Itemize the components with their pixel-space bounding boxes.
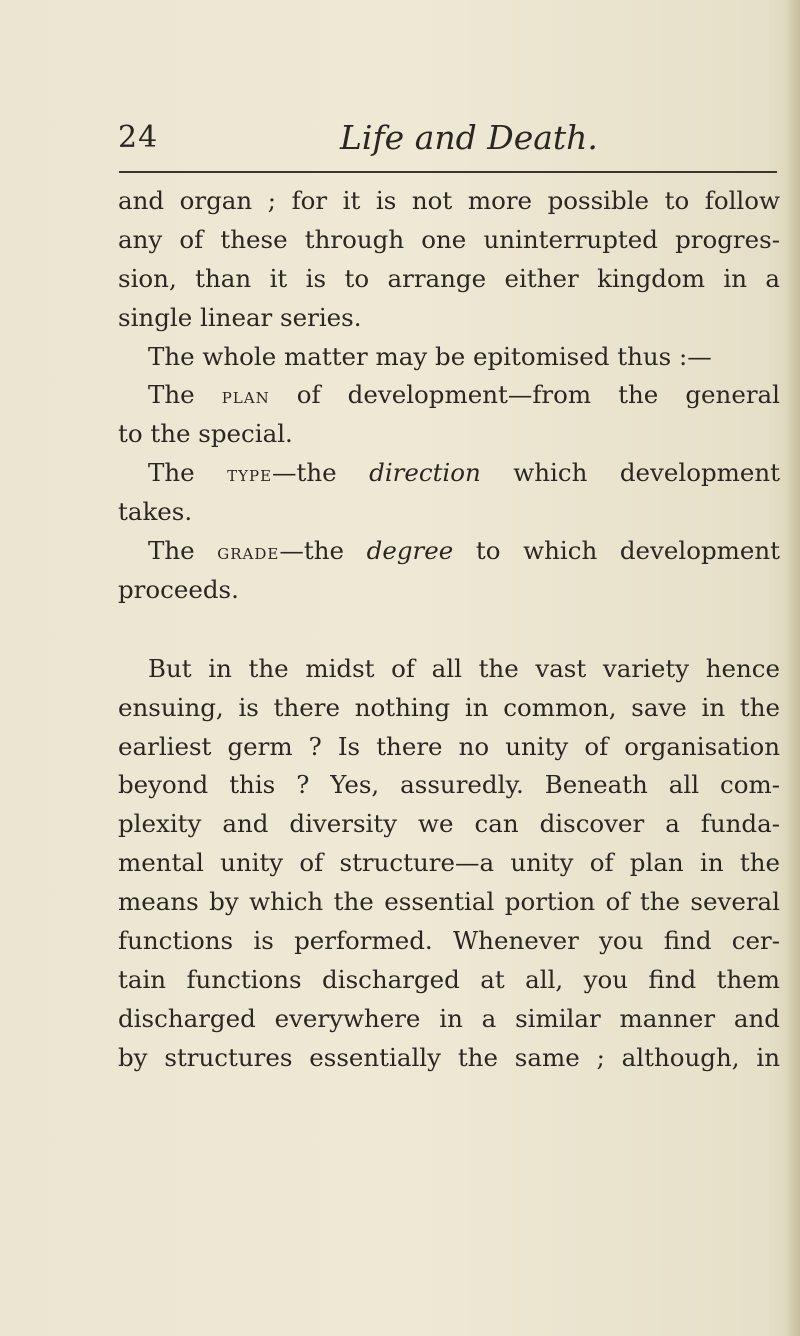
page-edge-shadow (786, 0, 800, 1336)
page-header (118, 118, 778, 162)
small-caps-term: grade (217, 540, 280, 566)
text-line: by structures essentially the same ; although, in (118, 1042, 780, 1072)
body-text (118, 182, 780, 1078)
paragraph-gap (118, 610, 780, 650)
text-line: The whole matter may be epitomised thus :— (148, 341, 712, 371)
text-line: takes. (118, 497, 193, 527)
type-line: The type—the direction which development (148, 458, 780, 488)
text-line: any of these through one uninterrupted progres- (118, 224, 780, 254)
italic-term: direction (369, 458, 481, 488)
text-line: sion, than it is to arrange either kingdom in a (118, 263, 780, 293)
text-line: proceeds. (118, 574, 239, 604)
italic-term: degree (366, 536, 454, 566)
page-number: 24 (118, 120, 159, 155)
text-line: beyond this ? Yes, assuredly. Beneath all com- (118, 770, 780, 800)
text-line: But in the midst of all the vast variety hence (148, 653, 780, 683)
text-line: ensuing, is there nothing in common, save in the (118, 692, 780, 722)
text-line: mental unity of structure—a unity of plan in the (118, 848, 780, 878)
text-line: tain functions discharged at all, you find them (118, 964, 780, 994)
text-line: functions is performed. Whenever you find cer- (118, 926, 780, 956)
grade-line: The grade—the degree to which development (148, 536, 781, 566)
small-caps-term: type (227, 462, 273, 488)
text-line: single linear series. (118, 302, 362, 332)
running-title: Life and Death. (340, 118, 598, 157)
plan-line: The plan of development—from the general (148, 380, 780, 410)
text-line: to the special. (118, 419, 293, 449)
text-line: means by which the essential portion of the several (118, 887, 780, 917)
header-rule (119, 171, 777, 173)
text-line: earliest germ ? Is there no unity of organisation (118, 731, 780, 761)
text-line: plexity and diversity we can discover a funda- (118, 809, 780, 839)
small-caps-term: plan (221, 384, 270, 410)
text-line: and organ ; for it is not more possible to follow (118, 186, 780, 215)
text-line: discharged everywhere in a similar manner and (118, 1003, 780, 1033)
